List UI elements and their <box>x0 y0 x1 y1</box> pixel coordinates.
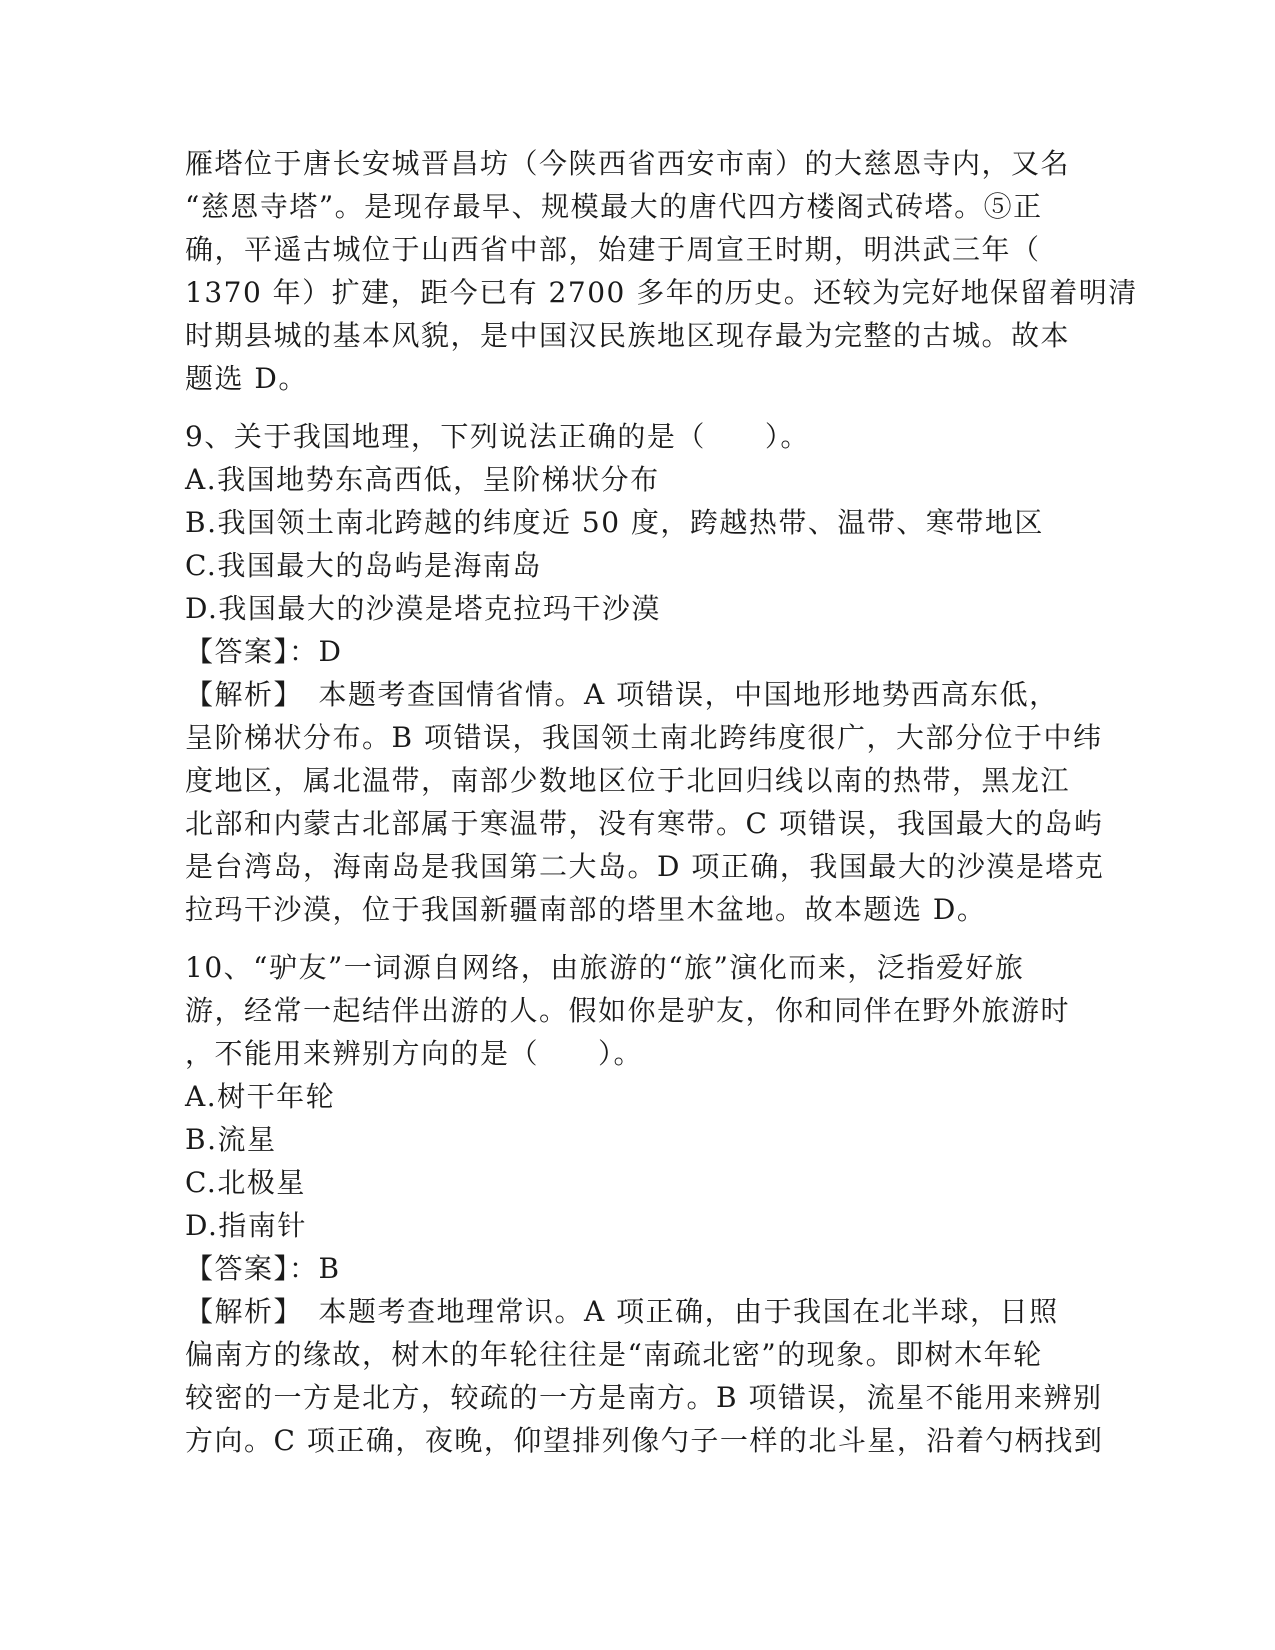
question-stem: 10、“驴友”一词源自网络，由旅游的“旅”演化而来，泛指爱好旅 <box>185 951 1025 984</box>
explanation-line: 度地区，属北温带，南部少数地区位于北回归线以南的热带，黑龙江 <box>185 764 1071 797</box>
option-d: D.指南针 <box>185 1209 307 1242</box>
explanation-line: 偏南方的缘故，树木的年轮往往是“南疏北密”的现象。即树木年轮 <box>185 1338 1043 1371</box>
text-line: 1370 年）扩建，距今已有 2700 多年的历史。还较为完好地保留着明清 <box>185 276 1138 309</box>
option-a: A.树干年轮 <box>185 1080 336 1113</box>
text-line: “慈恩寺塔”。是现存最早、规模最大的唐代四方楼阁式砖塔。⑤正 <box>185 190 1043 223</box>
option-c: C.北极星 <box>185 1166 306 1199</box>
option-d: D.我国最大的沙漠是塔克拉玛干沙漠 <box>185 592 661 625</box>
text-line: 时期县城的基本风貌，是中国汉民族地区现存最为完整的古城。故本 <box>185 319 1071 352</box>
explanation-line: 【解析】 本题考查国情省情。A 项错误，中国地形地势西高东低， <box>185 678 1059 711</box>
paragraph-gap <box>185 931 1085 946</box>
explanation-line: 较密的一方是北方，较疏的一方是南方。B 项错误，流星不能用来辨别 <box>185 1381 1103 1414</box>
option-a: A.我国地势东高西低，呈阶梯状分布 <box>185 463 660 496</box>
question-10 <box>185 946 1104 1462</box>
option-b: B.流星 <box>185 1123 277 1156</box>
paragraph-gap <box>185 400 1085 415</box>
answer-line: 【答案】：D <box>185 635 343 668</box>
text-line: 题选 D。 <box>185 362 308 395</box>
document-page <box>185 142 1138 1462</box>
text-line: 确，平遥古城位于山西省中部，始建于周宣王时期，明洪武三年（ <box>185 233 1041 266</box>
explanation-line: 北部和内蒙古北部属于寒温带，没有寒带。C 项错误，我国最大的岛屿 <box>185 807 1104 840</box>
option-b: B.我国领土南北跨越的纬度近 50 度，跨越热带、温带、寒带地区 <box>185 506 1044 539</box>
explanation-line: 方向。C 项正确，夜晚，仰望排列像勺子一样的北斗星，沿着勺柄找到 <box>185 1424 1104 1457</box>
previous-explanation <box>185 142 1138 400</box>
question-stem: 9、关于我国地理，下列说法正确的是（ ）。 <box>185 420 810 453</box>
explanation-line: 呈阶梯状分布。B 项错误，我国领土南北跨纬度很广，大部分位于中纬 <box>185 721 1103 754</box>
explanation-line: 【解析】 本题考查地理常识。A 项正确，由于我国在北半球，日照 <box>185 1295 1059 1328</box>
question-stem: 游，经常一起结伴出游的人。假如你是驴友，你和同伴在野外旅游时 <box>185 994 1071 1027</box>
answer-line: 【答案】：B <box>185 1252 341 1285</box>
text-line: 雁塔位于唐长安城晋昌坊（今陕西省西安市南）的大慈恩寺内，又名 <box>185 147 1071 180</box>
question-stem: ，不能用来辨别方向的是（ ）。 <box>185 1037 644 1070</box>
question-9 <box>185 415 1105 931</box>
option-c: C.我国最大的岛屿是海南岛 <box>185 549 542 582</box>
explanation-line: 拉玛干沙漠，位于我国新疆南部的塔里木盆地。故本题选 D。 <box>185 893 987 926</box>
explanation-line: 是台湾岛，海南岛是我国第二大岛。D 项正确，我国最大的沙漠是塔克 <box>185 850 1105 883</box>
